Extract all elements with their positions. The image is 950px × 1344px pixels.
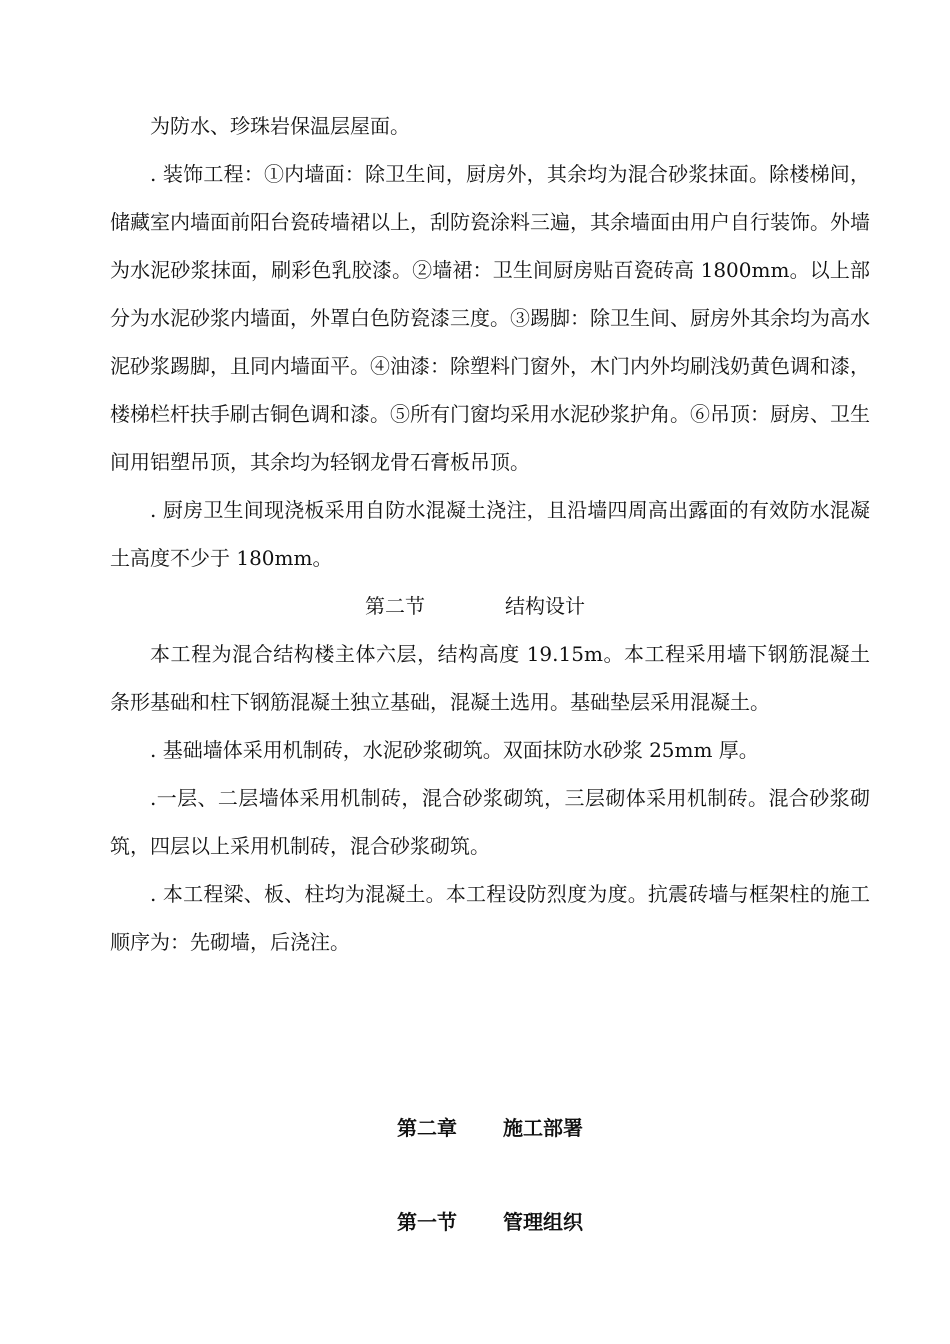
paragraph-foundation-wall: . 基础墙体采用机制砖，水泥砂浆砌筑。双面抹防水砂浆 25mm 厚。 [150,738,759,762]
paragraph-roof: 为防水、珍珠岩保温层屋面。 [150,114,410,138]
paragraph-masonry: .一层、二层墙体采用机制砖，混合砂浆砌筑，三层砌体采用机制砖。混合砂浆砌筑，四层以上采用机制砖，混合砂浆砌筑。 [110,786,870,858]
section-heading-management [110,1198,870,1246]
chapter-heading [110,1104,870,1152]
section-number: 第二节 [365,594,425,618]
body-text [110,102,870,966]
paragraph-decoration: . 装饰工程：①内墙面：除卫生间，厨房外，其余均为混合砂浆抹面。除楼梯间，储藏室内墙面前阳台瓷砖墙裙以上，刮防瓷涂料三遍，其余墙面由用户自行装饰。外墙为水泥砂浆抹面，刷彩色乳胶漆。②墙裙：卫生间厨房贴百瓷砖高 1800mm。以上部分为水泥砂浆内墙面，外罩白色防瓷漆三度。③踢脚：除卫生间、厨房外其余均为高水泥砂浆踢脚，且同内墙面平。④油漆：除塑料门窗外，木门内外均刷浅奶黄色调和漆，楼梯栏杆扶手刷古铜色调和漆。⑤所有门窗均采用水泥砂浆护角。⑥吊顶：厨房、卫生间用铝塑吊顶，其余均为轻钢龙骨石膏板吊顶。 [110,162,870,474]
paragraph-seismic: . 本工程梁、板、柱均为混凝土。本工程设防烈度为度。抗震砖墙与框架柱的施工顺序为：先砌墙，后浇注。 [110,882,870,954]
section-title: 结构设计 [505,594,585,618]
section-number: 第一节 [397,1210,457,1234]
section-heading-structure [110,582,870,630]
paragraph-structure-overview: 本工程为混合结构楼主体六层，结构高度 19.15m。本工程采用墙下钢筋混凝土条形基础和柱下钢筋混凝土独立基础，混凝土选用。基础垫层采用混凝土。 [110,642,870,714]
chapter-title: 施工部署 [503,1116,583,1140]
section-title: 管理组织 [503,1210,583,1234]
paragraph-kitchen-slab: . 厨房卫生间现浇板采用自防水混凝土浇注，且沿墙四周高出露面的有效防水混凝土高度不少于 180mm。 [110,498,870,570]
chapter-number: 第二章 [397,1116,457,1140]
